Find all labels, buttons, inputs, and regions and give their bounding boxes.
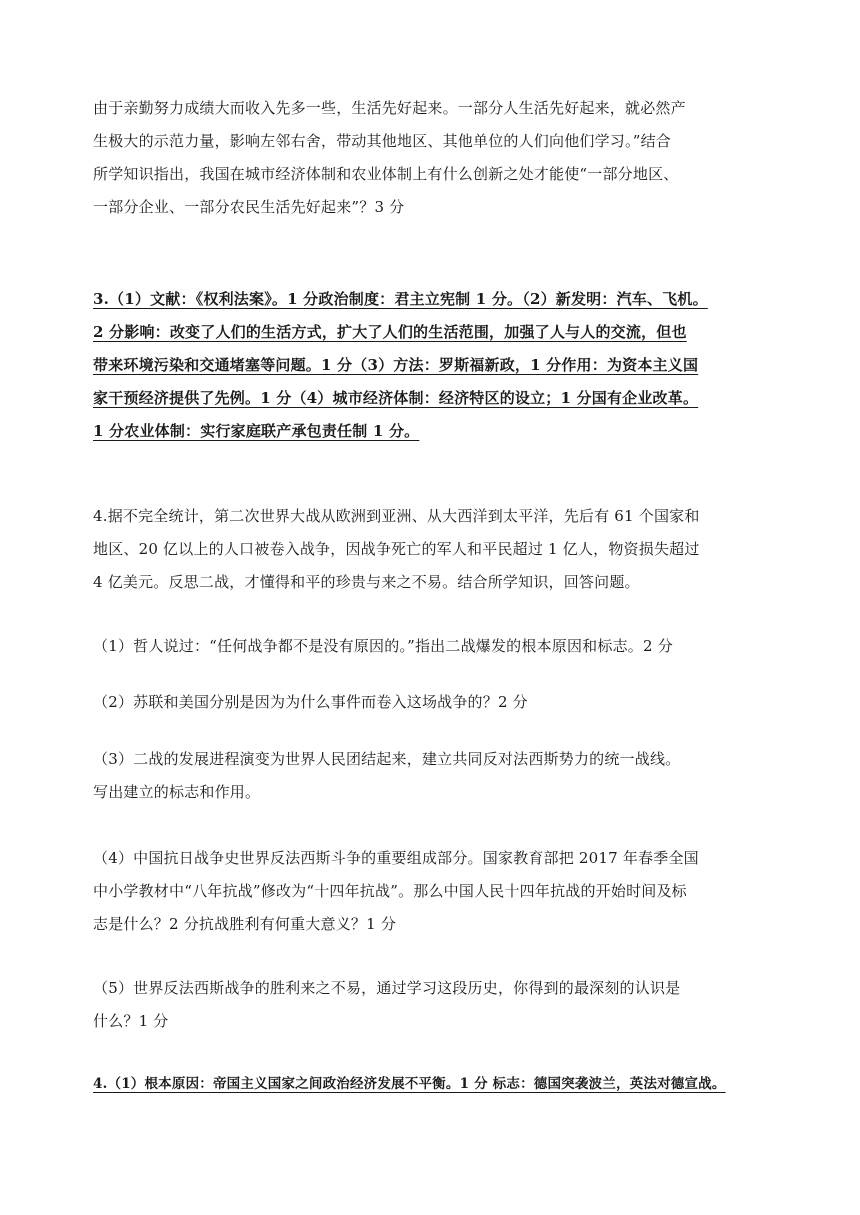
text-line: 地区、20 亿以上的人口被卷入战争，因战争死亡的军人和平民超过 1 亿人，物资损失超过 (93, 540, 700, 558)
text-line: （3）二战的发展进程演变为世界人民团结起来，建立共同反对法西斯势力的统一战线。 (93, 750, 681, 768)
text-line: （4）中国抗日战争史世界反法西斯斗争的重要组成部分。国家教育部把 2017 年春季全国 (93, 849, 699, 867)
answer-line: 家干预经济提供了先例。1 分（4）城市经济体制：经济特区的设立；1 分国有企业改革。 (93, 389, 699, 407)
text-line: 中小学教材中“八年抗战”修改为“十四年抗战”。那么中国人民十四年抗战的开始时间及标 (93, 882, 687, 900)
text-line: 一部分企业、一部分农民生活先好起来”？3 分 (93, 198, 405, 216)
text-line: 4.据不完全统计，第二次世界大战从欧洲到亚洲、从大西洋到太平洋，先后有 61 个国家和 (93, 507, 700, 525)
question-4-stem (93, 500, 773, 599)
question-4-part-2 (93, 686, 773, 719)
answer-line: 2 分影响：改变了人们的生活方式，扩大了人们的生活范围，加强了人与人的交流，但也 (93, 323, 687, 341)
text-line: 4 亿美元。反思二战，才懂得和平的珍贵与来之不易。结合所学知识，回答问题。 (93, 573, 640, 591)
text-line: 所学知识指出，我国在城市经济体制和农业体制上有什么创新之处才能使“一部分地区、 (93, 165, 679, 183)
text-line: 志是什么？2 分抗战胜利有何重大意义？1 分 (93, 915, 397, 933)
question-4-part-1 (93, 630, 773, 663)
question-3-continuation (93, 92, 773, 224)
answer-line: 4.（1）根本原因：帝国主义国家之间政治经济发展不平衡。1 分 标志：德国突袭波兰，英法对德宣战。 (93, 1076, 726, 1092)
text-line: 什么？1 分 (93, 1012, 169, 1030)
text-line: 写出建立的标志和作用。 (93, 783, 261, 801)
text-line: 由于亲勤努力成绩大而收入先多一些，生活先好起来。一部分人生活先好起来，就必然产 (93, 99, 686, 117)
question-4-part-5 (93, 972, 773, 1038)
answer-line: 1 分农业体制：实行家庭联产承包责任制 1 分。 (93, 422, 420, 440)
text-line: （1）哲人说过：“任何战争都不是没有原因的。”指出二战爆发的根本原因和标志。2 分 (93, 637, 673, 655)
question-4-part-4 (93, 842, 773, 941)
answer-line: 带来环境污染和交通堵塞等问题。1 分（3）方法：罗斯福新政，1 分作用：为资本主义国 (93, 356, 699, 374)
text-line: （2）苏联和美国分别是因为为什么事件而卷入这场战争的？2 分 (93, 693, 528, 711)
answer-4 (93, 1068, 773, 1101)
answer-line: 3.（1）文献：《权利法案》。1 分政治制度：君主立宪制 1 分。（2）新发明：汽车、飞机。 (93, 290, 708, 308)
question-4-part-3 (93, 743, 773, 809)
text-line: 生极大的示范力量，影响左邻右舍，带动其他地区、其他单位的人们向他们学习。”结合 (93, 132, 671, 150)
answer-3 (93, 283, 773, 448)
text-line: （5）世界反法西斯战争的胜利来之不易，通过学习这段历史，你得到的最深刻的认识是 (93, 979, 681, 997)
